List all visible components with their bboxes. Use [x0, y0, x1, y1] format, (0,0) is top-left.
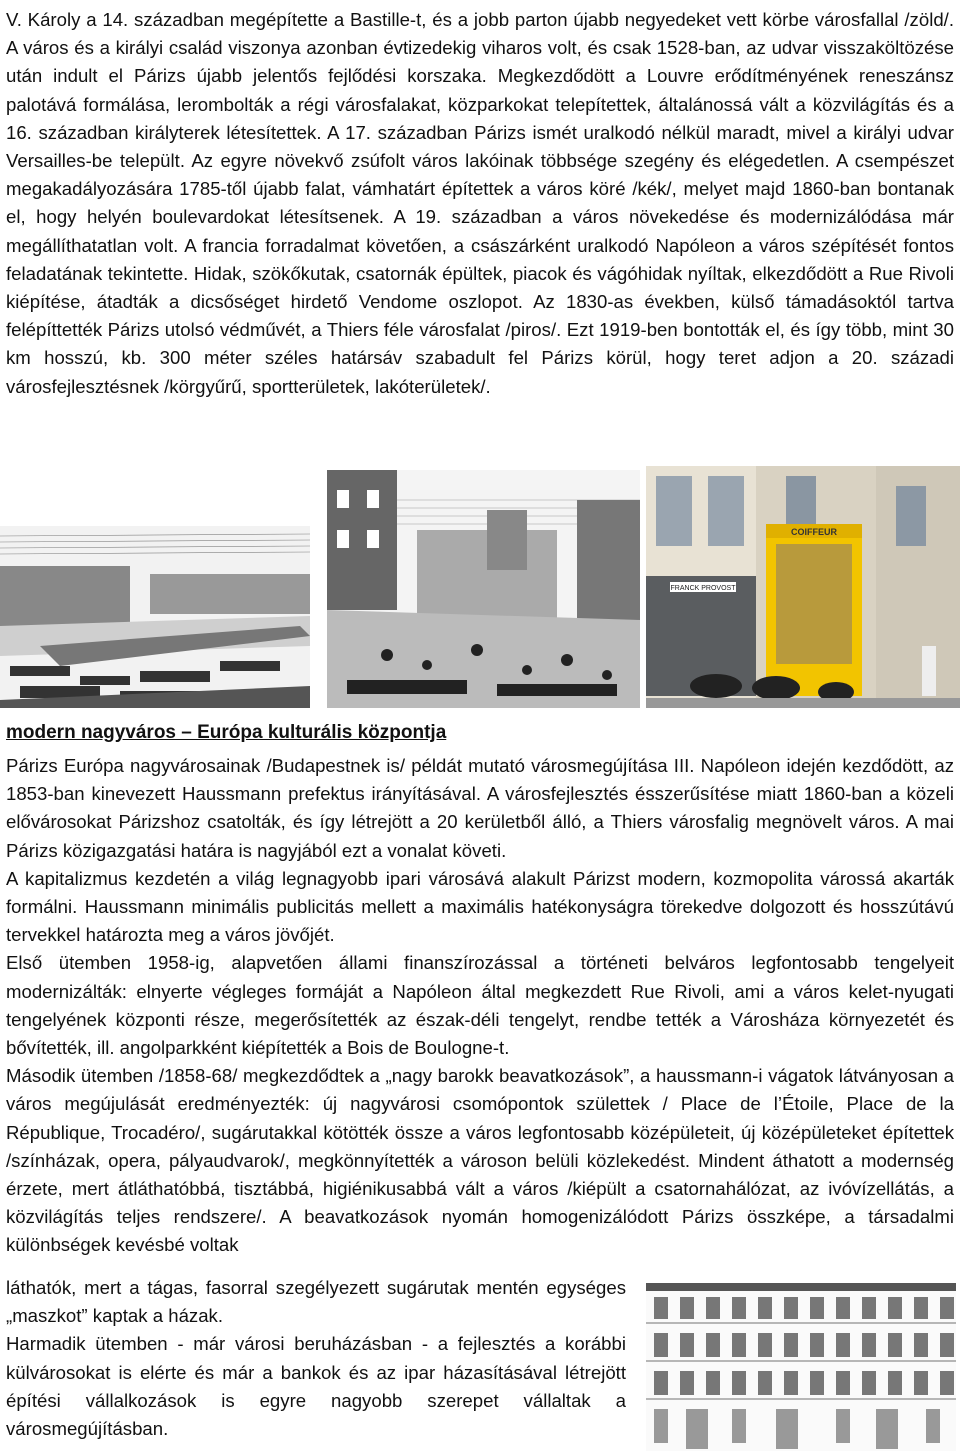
paragraph-3: Első ütemben 1958-ig, alapvetően állami finanszírozással a történeti belváros legfontosabb tengelyeit modernizálták: elnyerte végleges formáját a Napóleon által megkezdett Rue Rivoli, ami a város kelet-nyugati tengelyének központi része, megerősítették az észak-déli tengelyt, rendbe tették a Városháza környezetét és bővítették, ill. angolparkként kiépítették a Bois de Boulogne-t. — [6, 952, 954, 1059]
wrap-paragraph-2: Harmadik ütemben - már városi beruházásban - a fejlesztés a korábbi külvárosokat is elérte és már a bankok és az ipar házasításával létrejött építési vállalkozások is egyre nagyobb szerepet vállaltak a városmegújításban. — [6, 1333, 626, 1440]
engraving-demolition-image — [327, 470, 640, 708]
street-shops-photo — [646, 466, 960, 708]
paragraph-4: Második ütemben /1858-68/ megkezdődtek a „nagy barokk beavatkozások”, a haussmann-i vágatok látványosan a város megújulását eredményezték: új nagyvárosi csomópontok születtek / Place de l’Étoile, Place de la République, Trocadéro/, sugárutakkal kötötték össze a város legfontosabb középületeit, új középületeket építettek /színházak, opera, pályaudvarok/, megkönnyítették a városon belüli közlekedést. Mindent áthatott a modernség érzete, mert átláthatóbbá, tisztábbá, higiénikusabbá vált a város /kiépült a csatornahálózat, az ivóvízellátás, a közvilágítás teljes rendszere/. A beavatkozások nyomán homogenizálódott Párizs összképe, a társadalmi különbségek kevésbé voltak — [6, 1065, 954, 1256]
paragraph-1: Párizs Európa nagyvárosainak /Budapestnek is/ példát mutató városmegújítása III. Napóleon idején kezdődött, az 1853-ban kinevezett Haussmann prefektus irányításával. A városfejlesztés ésszerűsítése miatt 1860-ban a közeli elővárosokat Párizshoz csatolták, és így létrejött a 20 kerületből álló, a Thiers városfalig megnövelt város. A mai Párizs közigazgatási határa is nagyjából ezt a vonalat követi. — [6, 755, 954, 861]
main-text-block — [6, 752, 954, 1260]
paragraph-2: A kapitalizmus kezdetén a világ legnagyobb ipari városává alakult Párizst modern, kozmopolita várossá akarták formálni. Haussmann minimális publicitás mellett a maximális hatékonyságra törekedve dolgozott és hosszútávú tervekkel határozta meg a város jövőjét. — [6, 867, 954, 946]
top-text-block — [6, 0, 954, 401]
wrap-paragraph-1: láthatók, mert a tágas, fasorral szegélyezett sugárutak mentén egységes „maszkot” kaptak a házak. — [6, 1277, 626, 1327]
intro-paragraph: V. Károly a 14. században megépítette a Bastille-t, és a jobb parton újabb negyedeket vett körbe városfallal /zöld/. A város és a királyi család viszonya azonban évtizedekig viharos volt, és csak 1528-ban, az udvar visszaköltözése után indult el Párizs újabb jelentős fejlődési korszaka. Megkezdődött a Louvre erődítményének reneszánsz palotává formálása, lerombolták a régi városfalakat, közparkokat telepítettek, általánossá vált a közvilágítás és a 16. században királyterek létesítettek. A 17. században Párizs ismét uralkodó nélkül maradt, mivel a királyi udvar Versailles-be települt. Az egyre növekvő zsúfolt város lakóinak többsége szegény és elégedetlen. A csempészet megakadályozására 1785-től újabb falat, vámhatárt építettek a város köré /kék/, melyet majd 1860-ban bontanak el, hogy helyén boulevardokat létesítsenek. A 19. században a város növekedése és modernizálódása már megállíthatatlan volt. A francia forradalmat követően, a császárként uralkodó Napóleon a város szépítését fontos feladatának tekintette. Hidak, szökőkutak, csatornák épültek, piacok és vágóhidak nyíltak, elkezdődött a Rue Rivoli kiépítése, átadták a dicsőséget hirdető Vendome oszlopot. Az 1830-as években, külső támadásoktól tartva felépíttették Párizs utolsó védművét, a Thiers féle városfalat /piros/. Ezt 1919-ben bontották el, és így több, mint 30 km hosszú, kb. 300 méter széles határsáv szabadult fel Párizs körül, hogy teret adjon a 20. századi városfejlesztésnek /körgyűrű, sportterületek, lakóterületek/. — [6, 9, 954, 397]
photo-strip — [0, 466, 960, 708]
wrapped-text-block — [6, 1274, 626, 1443]
facade-drawing-image — [646, 1283, 956, 1451]
section-heading: modern nagyváros – Európa kulturális központja — [6, 722, 447, 743]
franck-provost-sign: FRANCK PROVOST — [670, 585, 736, 592]
engraving-river-image — [0, 526, 310, 708]
coiffeur-sign: COIFFEUR — [791, 527, 837, 537]
